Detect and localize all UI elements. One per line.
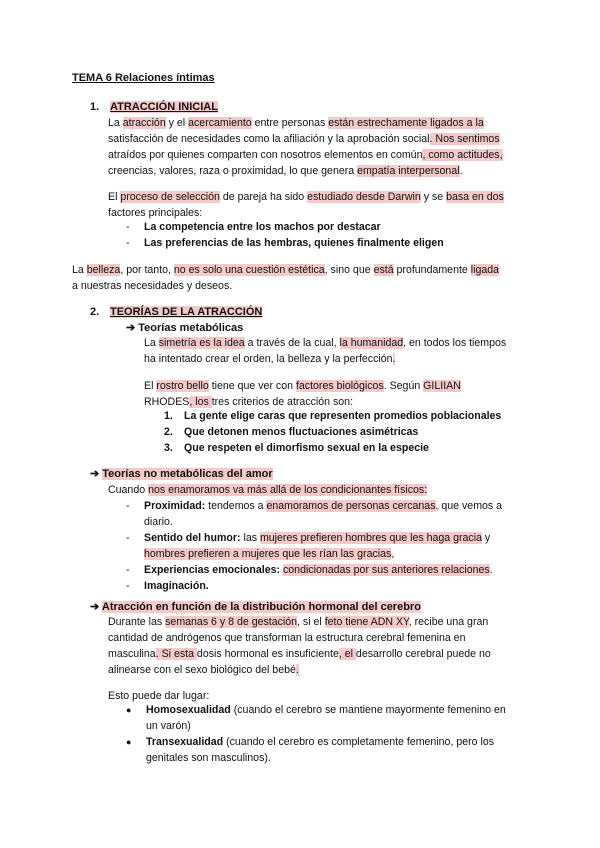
highlighted-text: proceso de selección <box>120 191 220 203</box>
text-line <box>108 163 503 179</box>
text-line <box>72 262 499 278</box>
text-segment: , recibe una gran <box>408 616 489 628</box>
text-segment: de pareja ha sido <box>219 191 308 203</box>
list-number: 1. <box>164 410 173 422</box>
dash-marker: - <box>126 532 130 544</box>
s1-paragraph-1 <box>108 115 503 179</box>
text-line: Esto puede dar lugar: <box>108 690 210 702</box>
section-number: 1. <box>90 101 100 113</box>
text-segment: factores principales: <box>108 207 203 219</box>
arrow-icon: ➔ <box>126 322 136 334</box>
text-segment: tendemos a <box>205 500 267 512</box>
text-segment: , si el <box>297 616 325 628</box>
list-item-text: genitales son masculinos). <box>146 752 271 764</box>
dash-marker: - <box>126 564 130 576</box>
list-item-text: Transexualidad (cuando el cerebro es completamente femenino, pero los <box>146 736 495 748</box>
text-segment: profundamente <box>393 264 471 276</box>
list-item-text: Homosexualidad (cuando el cerebro se mantiene mayormente femenino en <box>146 704 506 716</box>
text-line <box>108 115 503 131</box>
list-number: 3. <box>164 442 173 454</box>
text-segment: entre personas <box>251 117 329 129</box>
list-item-text: La gente elige caras que representen promedios poblacionales <box>184 410 502 422</box>
text-line <box>144 351 506 367</box>
highlighted-text: mujeres prefieren hombres que les haga gracia <box>259 532 482 544</box>
dash-marker: - <box>126 500 130 512</box>
text-segment: El <box>108 191 121 203</box>
text-segment: , por tanto, <box>120 264 174 276</box>
text-segment: y el <box>165 117 189 129</box>
list-item-text <box>144 562 493 578</box>
highlighted-text: simetría es la idea <box>158 337 245 349</box>
section-heading-teorias <box>90 306 262 318</box>
highlighted-text: la humanidad <box>339 337 404 349</box>
text-segment: las <box>240 532 260 544</box>
text-segment: atraídos por quienes comparten con nosotros elementos en común <box>108 149 423 161</box>
text-segment: a nuestras necesidades y deseos. <box>72 280 233 292</box>
highlighted-text: , como actitudes, <box>422 149 503 161</box>
text-segment: a través de la cual, <box>244 337 340 349</box>
highlighted-text: está <box>373 264 394 276</box>
text-segment: , en todos los tiempos <box>403 337 507 349</box>
list-item-text: Que respeten el dimorfismo sexual en la especie <box>184 442 429 454</box>
highlighted-text: basa en dos <box>446 191 504 203</box>
text-line <box>108 131 503 147</box>
list-item-text <box>144 498 502 514</box>
text-line <box>108 189 504 205</box>
text-line <box>108 630 491 646</box>
text-segment: . <box>459 165 463 177</box>
highlighted-text: , los <box>189 396 212 408</box>
highlighted-text: semanas 6 y 8 de gestación <box>165 616 298 628</box>
s4-paragraph-1 <box>108 614 491 678</box>
bold-text: Imaginación. <box>144 580 209 592</box>
list-item-text: un varón) <box>146 720 191 732</box>
list-item-text <box>144 578 209 594</box>
text-segment: RHODES <box>144 396 190 408</box>
subheading-teorias-metabolicas <box>126 321 243 334</box>
subheading-no-metabolicas <box>90 467 273 480</box>
document-title: TEMA 6 Relaciones íntimas <box>72 72 215 84</box>
bold-text: Sentido del humor: <box>144 532 241 544</box>
list-item-text <box>144 546 394 562</box>
s2-paragraph-2 <box>144 378 461 410</box>
bullet-icon: ● <box>126 705 132 715</box>
section-heading-atraccion-inicial <box>90 101 218 113</box>
bold-text: Proximidad: <box>144 500 206 512</box>
text-segment: . <box>489 564 493 576</box>
text-line <box>72 278 499 294</box>
highlighted-text: estudiado desde Darwin <box>307 191 421 203</box>
s1-paragraph-3 <box>72 262 499 294</box>
text-segment: dosis hormonal es insuficiente <box>196 648 339 660</box>
text-segment: El <box>144 380 157 392</box>
text-line <box>108 646 491 662</box>
text-segment: masculina <box>108 648 156 660</box>
text-segment: La <box>72 264 87 276</box>
highlighted-text: condicionadas por sus anteriores relaciones <box>282 564 490 576</box>
text-segment: desarrollo cerebral puede no <box>355 648 491 660</box>
highlighted-text: rostro bello <box>156 380 209 392</box>
highlighted-text: belleza <box>86 264 121 276</box>
section-label: TEORÍAS DE LA ATRACCIÓN <box>110 306 263 318</box>
list-number: 2. <box>164 426 173 438</box>
list-item-text: Que detonen menos fluctuaciones asimétricas <box>184 426 419 438</box>
subheading-label: Teorías metabólicas <box>138 322 244 334</box>
s3-intro <box>108 482 427 498</box>
highlighted-text: atracción <box>122 117 166 129</box>
text-segment: y <box>481 532 491 544</box>
text-segment: cantidad de andrógenos que transforman la estructura cerebral femenina en <box>108 632 466 644</box>
text-segment: tres criterios de atracción son: <box>211 396 354 408</box>
text-line <box>144 378 461 394</box>
arrow-icon: ➔ <box>90 468 100 480</box>
text-line <box>108 662 491 678</box>
text-segment: La <box>108 117 123 129</box>
text-segment: La <box>144 337 159 349</box>
text-segment: y se <box>420 191 447 203</box>
highlighted-text: enamoramos de personas cercanas <box>266 500 436 512</box>
bold-text: Experiencias emocionales: <box>144 564 281 576</box>
text-segment: alinearse con el sexo biológico del bebé <box>108 664 296 676</box>
text-segment: , que vemos a <box>435 500 503 512</box>
highlighted-text: . Nos sentimos <box>429 133 500 145</box>
text-segment: creencias, valores, raza o proximidad, lo que genera <box>108 165 358 177</box>
text-line <box>144 335 506 351</box>
s2-paragraph-1 <box>144 335 506 367</box>
list-item-text: Las preferencias de las hembras, quienes finalmente eligen <box>144 237 444 249</box>
dash-marker: - <box>126 221 130 233</box>
bullet-icon: ● <box>126 737 132 747</box>
highlighted-text: , el <box>338 648 356 660</box>
text-segment: tiene que ver con <box>208 380 296 392</box>
section-number: 2. <box>90 306 100 318</box>
highlighted-text: no es solo una cuestión estética <box>173 264 325 276</box>
list-item-text: La competencia entre los machos por destacar <box>144 221 381 233</box>
text-segment: ha intentado crear el orden, la belleza y la perfección <box>144 353 393 365</box>
text-line <box>108 147 503 163</box>
highlighted-text: feto tiene ADN XY <box>324 616 409 628</box>
highlighted-text: hombres prefieren a mujeres que les rían las gracias <box>144 548 392 560</box>
text-segment: Durante las <box>108 616 166 628</box>
list-item-text <box>144 514 173 530</box>
highlighted-text: están estrechamente ligados a la <box>328 117 484 129</box>
subheading-label: Teorías no metabólicas del amor <box>102 468 273 480</box>
text-line <box>108 614 491 630</box>
highlighted-text: . <box>295 664 299 676</box>
dash-marker: - <box>126 237 130 249</box>
subheading-distribucion-hormonal <box>90 600 421 613</box>
text-segment: . Según <box>383 380 424 392</box>
highlighted-text: factores biológicos <box>295 380 384 392</box>
text-segment: diario. <box>144 516 173 528</box>
s1-paragraph-2 <box>108 189 504 221</box>
highlighted-text: . Si esta <box>155 648 197 660</box>
arrow-icon: ➔ <box>90 601 100 613</box>
highlighted-text: . <box>392 353 396 365</box>
list-item-text <box>144 530 490 546</box>
text-segment: , sino que <box>324 264 374 276</box>
highlighted-text: GILIIAN <box>423 380 461 392</box>
highlighted-text: acercamiento <box>188 117 252 129</box>
section-label: ATRACCIÓN INICIAL <box>110 101 218 113</box>
highlighted-text: ligada <box>470 264 500 276</box>
dash-marker: - <box>126 580 130 592</box>
subheading-label: Atracción en función de la distribución hormonal del cerebro <box>101 601 421 613</box>
highlighted-text: empatía interpersonal <box>357 165 460 177</box>
text-segment: satisfacción de necesidades como la afiliación y la aprobación social <box>108 133 430 145</box>
text-line: Cuando nos enamoramos va más allá de los condicionantes físicos: <box>108 484 428 496</box>
text-segment: , <box>391 548 395 560</box>
